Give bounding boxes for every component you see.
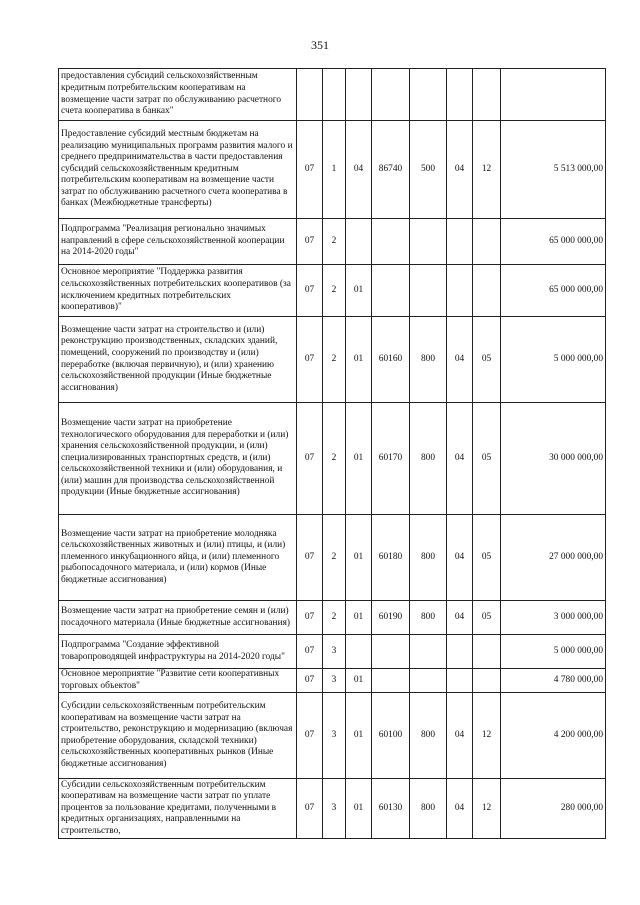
table-row: [59, 669, 606, 693]
activity-code-cell: 04: [346, 121, 372, 219]
table-row: [59, 693, 606, 779]
row-description-cell: Возмещение части затрат на приобретение молодняка сельскохозяйственных животных и (или) птицы, и (или) племенного инкубационного яйца, и (или) племенного рыбопосадочного материала, и (или) кормов (Иные бюджетные ассигнования): [59, 515, 297, 601]
budget-table: [58, 68, 606, 839]
subprogram-code-cell: 2: [323, 265, 346, 317]
amount-cell: 27 000 000,00: [501, 515, 606, 601]
section-code-cell: [447, 635, 473, 669]
subprogram-code-cell: 3: [323, 779, 346, 839]
row-description-cell: Предоставление субсидий местным бюджетам на реализацию муниципальных программ развития малого и среднего предпринимательства в части предоставления субсидий сельскохозяйственным кредитным потребительским кооперативам на возмещение части затрат по обслуживанию расчетного счета кооператива в банках (Межбюджетные трансферты): [59, 121, 297, 219]
table-row: [59, 219, 606, 265]
section-code-cell: 04: [447, 515, 473, 601]
activity-code-cell: [346, 219, 372, 265]
row-description-cell: Возмещение части затрат на строительство и (или) реконструкцию производственных, складских зданий, помещений, сооружений по производству и (или) переработке (включая первичную), и (или) хранению сельскохозяйственной продукции (Иные бюджетные ассигнования): [59, 317, 297, 403]
activity-code-cell: 01: [346, 693, 372, 779]
table-row: [59, 515, 606, 601]
expense-type-code-cell: 800: [410, 693, 447, 779]
direction-code-cell: 60100: [372, 693, 410, 779]
row-description-cell: Основное мероприятие "Поддержка развития сельскохозяйственных потребительских кооперативов (за исключением кредитных потребительских кооперативов)": [59, 265, 297, 317]
subsection-code-cell: 05: [473, 515, 501, 601]
subprogram-code-cell: 2: [323, 403, 346, 515]
amount-cell: 5 000 000,00: [501, 317, 606, 403]
activity-code-cell: 01: [346, 779, 372, 839]
subprogram-code-cell: 2: [323, 317, 346, 403]
direction-code-cell: 60190: [372, 601, 410, 635]
section-code-cell: 04: [447, 121, 473, 219]
subsection-code-cell: 05: [473, 317, 501, 403]
expense-type-code-cell: [410, 669, 447, 693]
direction-code-cell: 60130: [372, 779, 410, 839]
table-row: [59, 69, 606, 121]
table-row: [59, 265, 606, 317]
expense-type-code-cell: 800: [410, 515, 447, 601]
direction-code-cell: [372, 669, 410, 693]
expense-type-code-cell: [410, 635, 447, 669]
program-code-cell: 07: [297, 601, 323, 635]
amount-cell: 4 200 000,00: [501, 693, 606, 779]
subprogram-code-cell: 3: [323, 669, 346, 693]
table-row: [59, 601, 606, 635]
section-code-cell: [447, 265, 473, 317]
subsection-code-cell: [473, 265, 501, 317]
section-code-cell: 04: [447, 317, 473, 403]
amount-cell: 5 000 000,00: [501, 635, 606, 669]
expense-type-code-cell: 800: [410, 317, 447, 403]
subprogram-code-cell: 1: [323, 121, 346, 219]
page-number: 351: [311, 38, 329, 52]
subsection-code-cell: 05: [473, 403, 501, 515]
subsection-code-cell: 12: [473, 779, 501, 839]
subprogram-code-cell: 3: [323, 693, 346, 779]
program-code-cell: 07: [297, 403, 323, 515]
program-code-cell: 07: [297, 515, 323, 601]
subprogram-code-cell: 2: [323, 601, 346, 635]
amount-cell: [501, 69, 606, 121]
program-code-cell: 07: [297, 693, 323, 779]
table-row: [59, 635, 606, 669]
subsection-code-cell: [473, 219, 501, 265]
table-row: [59, 317, 606, 403]
subsection-code-cell: [473, 635, 501, 669]
subsection-code-cell: 05: [473, 601, 501, 635]
subprogram-code-cell: 3: [323, 635, 346, 669]
section-code-cell: 04: [447, 779, 473, 839]
direction-code-cell: 60170: [372, 403, 410, 515]
program-code-cell: 07: [297, 669, 323, 693]
activity-code-cell: [346, 635, 372, 669]
activity-code-cell: [346, 69, 372, 121]
table-row: [59, 121, 606, 219]
expense-type-code-cell: 500: [410, 121, 447, 219]
amount-cell: 65 000 000,00: [501, 219, 606, 265]
program-code-cell: 07: [297, 317, 323, 403]
row-description-cell: Подпрограмма "Реализация регионально значимых направлений в сфере сельскохозяйственной кооперации на 2014-2020 годы": [59, 219, 297, 265]
subsection-code-cell: 12: [473, 121, 501, 219]
direction-code-cell: 60180: [372, 515, 410, 601]
row-description-cell: предоставления субсидий сельскохозяйственным кредитным потребительским кооперативам на возмещение части затрат по обслуживанию расчетного счета кооператива в банках": [59, 69, 297, 121]
amount-cell: 4 780 000,00: [501, 669, 606, 693]
amount-cell: 5 513 000,00: [501, 121, 606, 219]
subprogram-code-cell: 2: [323, 219, 346, 265]
expense-type-code-cell: 800: [410, 403, 447, 515]
direction-code-cell: [372, 635, 410, 669]
expense-type-code-cell: [410, 219, 447, 265]
section-code-cell: 04: [447, 601, 473, 635]
row-description-cell: Возмещение части затрат на приобретение технологического оборудования для переработки и (или) хранения сельскохозяйственной продукции, и (или) специализированных транспортных средств, и (или) сельскохозяйственной техники и (или) оборудования, и (или) машин для производства сельскохозяйственной продукции (Иные бюджетные ассигнования): [59, 403, 297, 515]
row-description-cell: Субсидии сельскохозяйственным потребительским кооперативам на возмещение части затрат на строительство, реконструкцию и модернизацию (включая приобретение оборудования, складской техники) сельскохозяйственных кооперативных рынков (Иные бюджетные ассигнования): [59, 693, 297, 779]
table-row: [59, 779, 606, 839]
expense-type-code-cell: 800: [410, 601, 447, 635]
row-description-cell: Основное мероприятие "Развитие сети кооперативных торговых объектов": [59, 669, 297, 693]
activity-code-cell: 01: [346, 317, 372, 403]
row-description-cell: Субсидии сельскохозяйственным потребительским кооперативам на возмещение части затрат по уплате процентов за пользование кредитами, полученными в кредитных организациях, направленными на строительство,: [59, 779, 297, 839]
row-description-cell: Возмещение части затрат на приобретение семян и (или) посадочного материала (Иные бюджетные ассигнования): [59, 601, 297, 635]
activity-code-cell: 01: [346, 601, 372, 635]
program-code-cell: [297, 69, 323, 121]
direction-code-cell: [372, 219, 410, 265]
activity-code-cell: 01: [346, 669, 372, 693]
subprogram-code-cell: [323, 69, 346, 121]
amount-cell: 30 000 000,00: [501, 403, 606, 515]
section-code-cell: 04: [447, 403, 473, 515]
program-code-cell: 07: [297, 635, 323, 669]
program-code-cell: 07: [297, 265, 323, 317]
expense-type-code-cell: [410, 69, 447, 121]
program-code-cell: 07: [297, 219, 323, 265]
section-code-cell: 04: [447, 693, 473, 779]
expense-type-code-cell: [410, 265, 447, 317]
amount-cell: 3 000 000,00: [501, 601, 606, 635]
activity-code-cell: 01: [346, 515, 372, 601]
expense-type-code-cell: 800: [410, 779, 447, 839]
program-code-cell: 07: [297, 779, 323, 839]
subsection-code-cell: 12: [473, 693, 501, 779]
section-code-cell: [447, 69, 473, 121]
row-description-cell: Подпрограмма "Создание эффективной товаропроводящей инфраструктуры на 2014-2020 годы": [59, 635, 297, 669]
table-row: [59, 403, 606, 515]
section-code-cell: [447, 669, 473, 693]
amount-cell: 280 000,00: [501, 779, 606, 839]
direction-code-cell: 86740: [372, 121, 410, 219]
direction-code-cell: 60160: [372, 317, 410, 403]
section-code-cell: [447, 219, 473, 265]
subsection-code-cell: [473, 69, 501, 121]
activity-code-cell: 01: [346, 403, 372, 515]
activity-code-cell: 01: [346, 265, 372, 317]
subsection-code-cell: [473, 669, 501, 693]
subprogram-code-cell: 2: [323, 515, 346, 601]
direction-code-cell: [372, 69, 410, 121]
amount-cell: 65 000 000,00: [501, 265, 606, 317]
program-code-cell: 07: [297, 121, 323, 219]
direction-code-cell: [372, 265, 410, 317]
